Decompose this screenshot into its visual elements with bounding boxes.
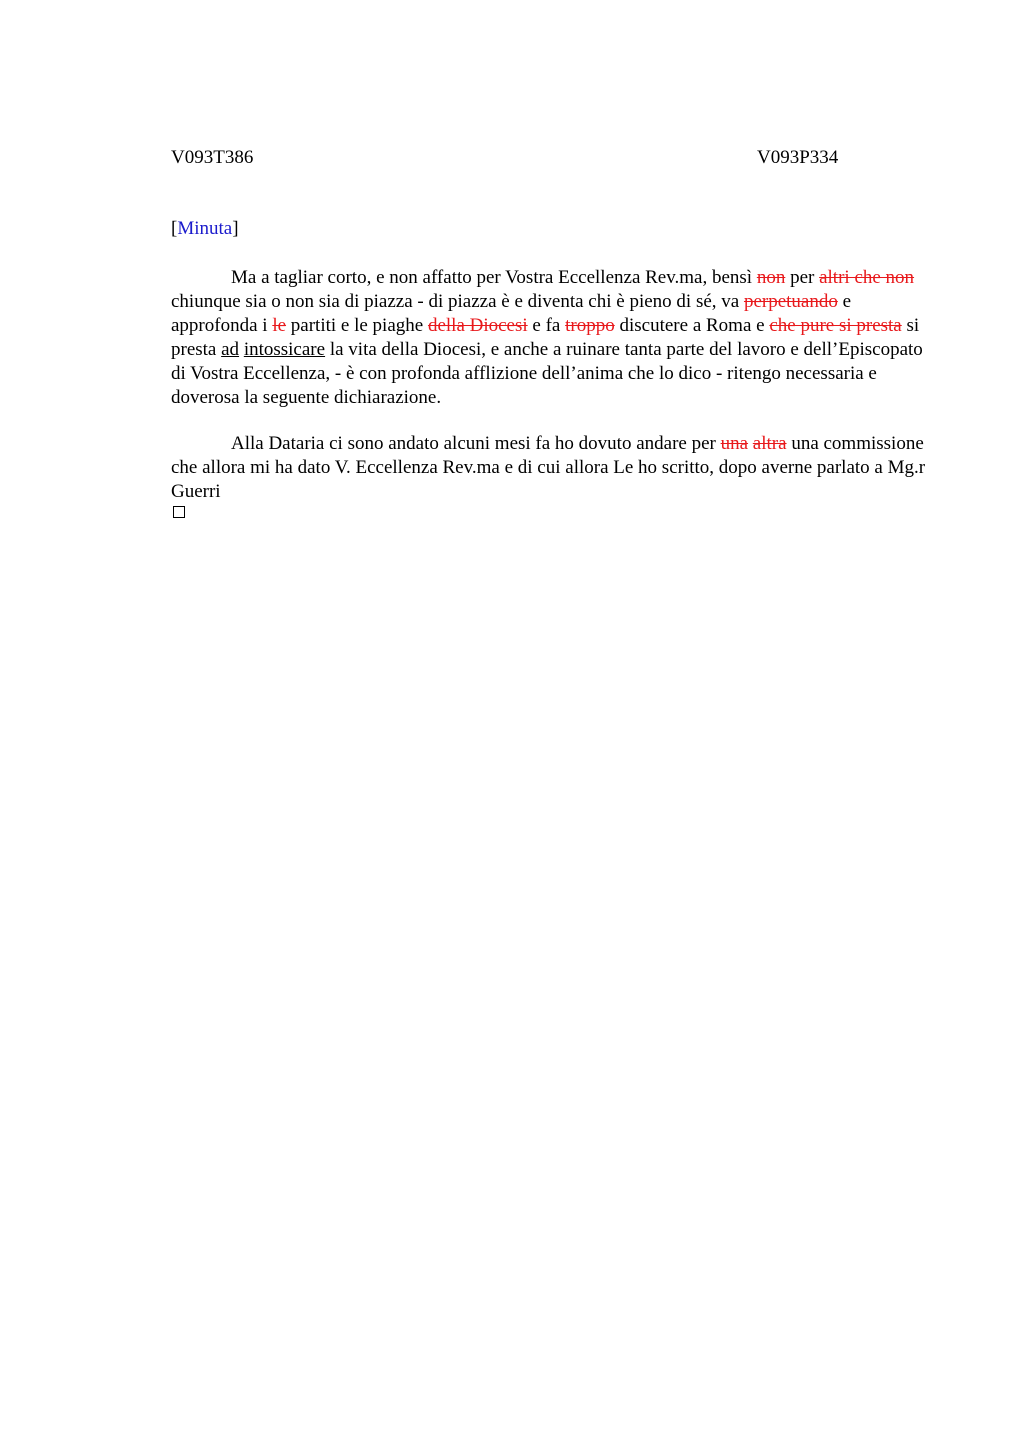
deleted-text: che pure si presta [769, 315, 902, 336]
text-segment: discutere a Roma e [614, 315, 770, 336]
text-segment: e fa [527, 315, 566, 336]
text-segment: una commissione che allora mi ha dato V. Eccellenza Rev.ma e di cui allora Le ho scritto, dopo averne parlato a Mg.r Guerri [171, 433, 926, 502]
text-segment: Alla Dataria ci sono andato alcuni mesi fa ho dovuto andare per [231, 433, 721, 454]
deleted-text: troppo [565, 315, 615, 336]
document-type-label [171, 218, 239, 240]
bracket-close: ] [232, 218, 239, 239]
deleted-text: della Diocesi [427, 315, 528, 336]
underlined-text: ad [221, 339, 240, 360]
text-segment: partiti e le piaghe [286, 315, 428, 336]
deleted-text: non [756, 267, 786, 288]
deleted-text: perpetuando [743, 291, 838, 312]
deleted-text: altra [752, 433, 787, 454]
paragraph-2 [171, 432, 931, 504]
text-segment: e approfonda i [171, 291, 852, 336]
underlined-text: intossicare [243, 339, 326, 360]
text-segment: per [785, 267, 820, 288]
document-code-right: V093P334 [757, 147, 839, 168]
text-segment: si presta [171, 315, 920, 360]
empty-square-icon [173, 506, 185, 518]
text-segment: Ma a tagliar corto, e non affatto per Vostra Eccellenza Rev.ma, bensì [231, 267, 757, 288]
deleted-text: altri che non [819, 267, 915, 288]
document-type-link[interactable]: Minuta [177, 218, 233, 239]
document-code-left: V093T386 [171, 147, 254, 168]
text-segment: la vita della Diocesi, e anche a ruinare tanta parte del lavoro e dell’Episcopato di Vostra Eccellenza, - è con profonda afflizione dell’anima che lo dico - ritengo necessaria e doverosa la seguente dichiarazione. [171, 339, 923, 408]
text-segment: chiunque sia o non sia di piazza - di piazza è e diventa chi è pieno di sé, va [171, 291, 744, 312]
paragraph-1 [171, 266, 931, 410]
bracket-open: [ [171, 218, 178, 239]
deleted-text: una [720, 433, 749, 454]
deleted-text: le [272, 315, 287, 336]
